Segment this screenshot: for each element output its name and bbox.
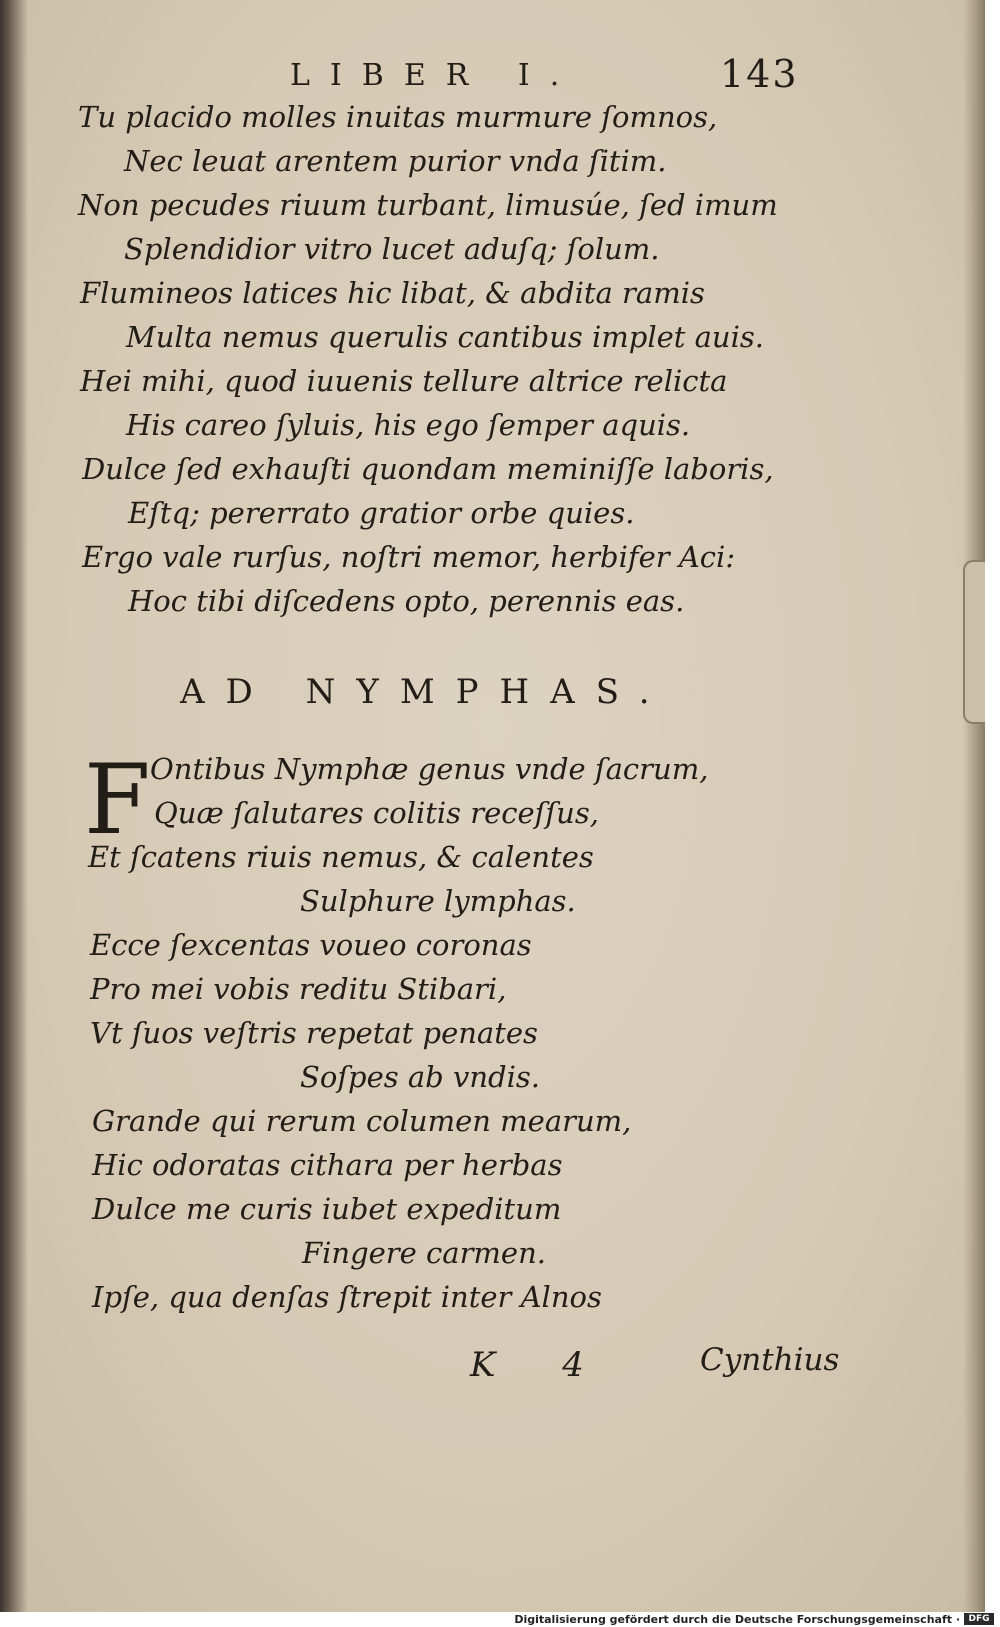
verse-line: Hic odoratas cithara per herbas	[92, 1148, 563, 1182]
verse-line: Multa nemus querulis cantibus implet auis.	[126, 320, 764, 354]
verse-line: Grande qui rerum columen mearum,	[92, 1104, 632, 1138]
running-head: LIBER I.	[290, 58, 580, 93]
verse-line: Pro mei vobis reditu Stibari,	[90, 972, 507, 1006]
verse-line: Ontibus Nymphæ genus vnde ſacrum,	[150, 752, 709, 786]
verse-line: Hei mihi, quod iuuenis tellure altrice relicta	[80, 364, 728, 398]
page-tab-mark	[963, 560, 985, 724]
page-number: 143	[720, 52, 799, 96]
poem-title: AD NYMPHAS.	[180, 672, 671, 712]
verse-line: Nec leuat arentem purior vnda ſitim.	[124, 144, 667, 178]
verse-line: Sulphure lymphas.	[300, 884, 576, 918]
verse-line: Non pecudes riuum turbant, limusúe, ſed imum	[78, 188, 778, 222]
digitization-credit: Digitalisierung gefördert durch die Deutsche Forschungsgemeinschaft ·	[514, 1613, 960, 1626]
verse-line: Ecce ſexcentas voueo coronas	[90, 928, 532, 962]
verse-line: Hoc tibi diſcedens opto, perennis eas.	[128, 584, 685, 618]
verse-line: Dulce ſed exhauſti quondam meminiſſe laboris,	[82, 452, 774, 486]
verse-line: Eſtq; pererrato gratior orbe quies.	[128, 496, 635, 530]
catchword: Cynthius	[700, 1342, 840, 1378]
verse-line: Fingere carmen.	[302, 1236, 546, 1270]
verse-line: Vt ſuos veſtris repetat penates	[90, 1016, 538, 1050]
page-edge-shadow	[963, 0, 985, 1612]
signature-mark: K 4	[470, 1345, 612, 1385]
drop-cap-initial: F	[84, 744, 151, 856]
verse-line: Ipſe, qua denſas ſtrepit inter Alnos	[92, 1280, 602, 1314]
verse-line: Ergo vale rurſus, noſtri memor, herbifer Aci:	[82, 540, 736, 574]
verse-line: Dulce me curis iubet expeditum	[92, 1192, 562, 1226]
verse-line: Flumineos latices hic libat, & abdita ramis	[80, 276, 705, 310]
verse-line: Soſpes ab vndis.	[300, 1060, 540, 1094]
verse-line: Quæ ſalutares colitis receſſus,	[154, 796, 599, 830]
verse-line: His careo ſyluis, his ego ſemper aquis.	[126, 408, 691, 442]
dfg-logo: DFG	[964, 1613, 994, 1625]
book-spine-shadow	[0, 0, 28, 1612]
verse-line: Splendidior vitro lucet aduſq; ſolum.	[124, 232, 660, 266]
verse-line: Tu placido molles inuitas murmure ſomnos,	[78, 100, 718, 134]
digitization-credit-bar	[0, 1612, 1000, 1627]
verse-line: Et ſcatens riuis nemus, & calentes	[88, 840, 594, 874]
